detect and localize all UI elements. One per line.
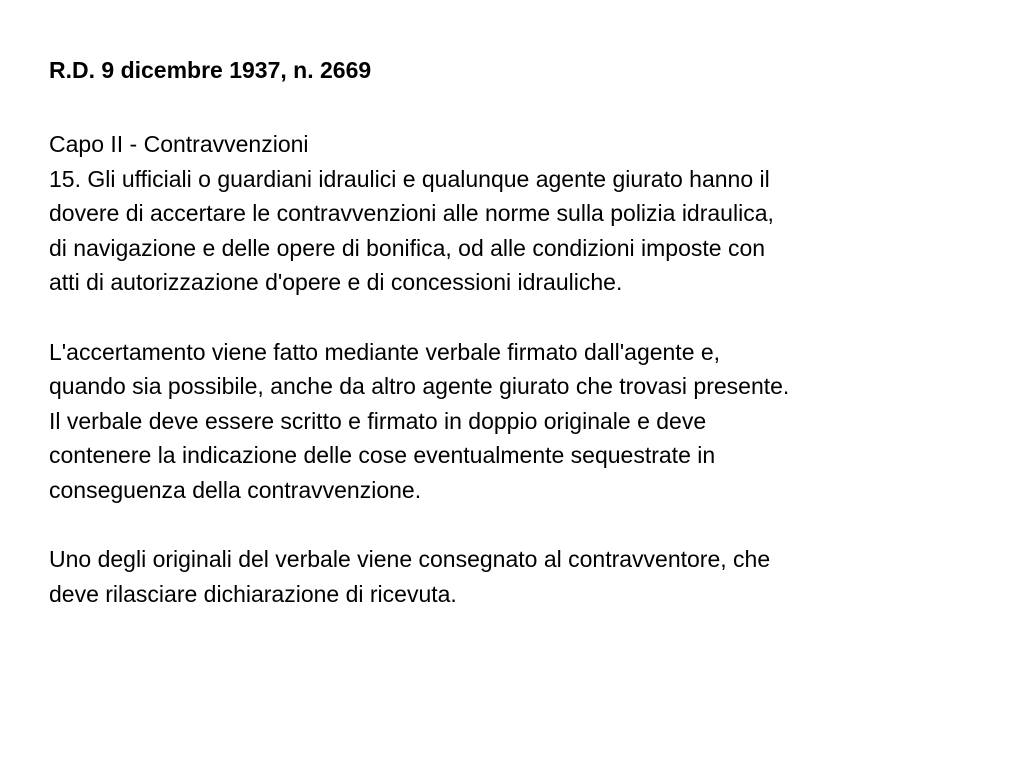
paragraph-spacer xyxy=(49,300,1009,335)
paragraph-originali xyxy=(49,542,1009,611)
paragraph-line: L'accertamento viene fatto mediante verbale firmato dall'agente e, xyxy=(49,338,721,365)
paragraph-line: 15. Gli ufficiali o guardiani idraulici e qualunque agente giurato hanno il xyxy=(49,165,770,192)
paragraph-line: deve rilasciare dichiarazione di ricevuta. xyxy=(49,580,457,607)
paragraph-spacer xyxy=(49,508,1009,543)
paragraph-accertamento xyxy=(49,335,1009,508)
paragraph-line: conseguenza della contravvenzione. xyxy=(49,476,422,503)
document-body xyxy=(49,127,1009,611)
paragraph-line: Uno degli originali del verbale viene consegnato al contravventore, che xyxy=(49,546,771,573)
paragraph-article-15 xyxy=(49,162,1009,300)
paragraph-line: di navigazione e delle opere di bonifica, od alle condizioni imposte con xyxy=(49,234,766,261)
paragraph-line: quando sia possibile, anche da altro agente giurato che trovasi presente. xyxy=(49,373,790,400)
paragraph-line: contenere la indicazione delle cose eventualmente sequestrate in xyxy=(49,442,716,469)
paragraph-line: dovere di accertare le contravvenzioni alle norme sulla polizia idraulica, xyxy=(49,200,774,227)
page-title: R.D. 9 dicembre 1937, n. 2669 xyxy=(49,57,372,83)
paragraph-line: Il verbale deve essere scritto e firmato in doppio originale e deve xyxy=(49,407,707,434)
paragraph-line: atti di autorizzazione d'opere e di concessioni idrauliche. xyxy=(49,269,623,296)
section-heading: Capo II - Contravvenzioni xyxy=(49,131,309,157)
